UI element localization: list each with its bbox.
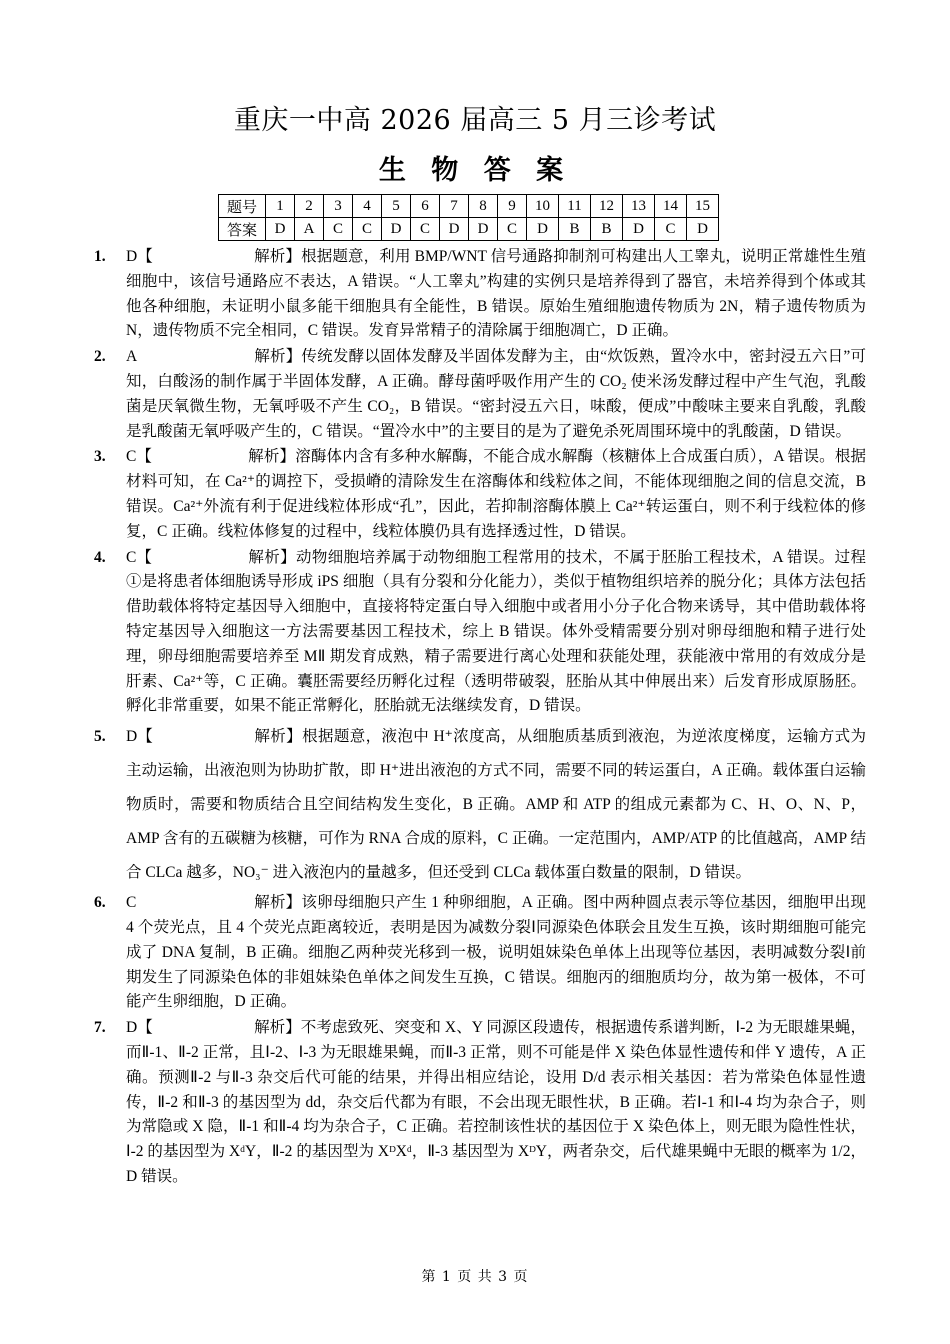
question-number-cell: 10 [527,195,559,218]
explanation-item [94,345,866,444]
question-number-cell: 3 [324,195,353,218]
item-number: 2. [94,348,106,366]
question-number-cell: 13 [623,195,655,218]
explanation-item [94,720,866,890]
item-number: 5. [94,728,106,746]
item-explanation: 解析】不考虑致死、突变和 X、Y 同源区段遗传，根据遗传系谱判断，Ⅰ-2 为无眼雄果蝇，而Ⅱ-1、Ⅱ-2 正常，且Ⅰ-2、Ⅰ-3 为无眼雄果蝇，而Ⅱ-3 正常，则不可能是伴 X 染色体显性遗传和伴 Y 遗传，A 正确。预测Ⅱ-2 与Ⅱ-3 杂交后代可能的结果，并得出相应结论，设用 D/d 表示相关基因：若为常染色体显性遗传，Ⅱ-2 和Ⅱ-3 的基因型为 dd，杂交后代都为有眼，不会出现无眼性状，B 正确。若Ⅰ-1 和Ⅰ-4 均为杂合子，则为常隐或 X 隐，Ⅱ-1 和Ⅱ-4 均为杂合子，C 正确。若控制该性状的基因位于 X 染色体上，则无眼为隐性性状，Ⅰ-2 的基因型为 XᵈY，Ⅱ-2 的基因型为 XᴰXᵈ，Ⅱ-3 基因型为 XᴰY，两者杂交，后代雄果蝇中无眼的概率为 1/2，D 错误。 [126,1019,866,1185]
answer-cell: A [295,218,324,241]
explanation-item [94,245,866,344]
answer-cell: D [623,218,655,241]
item-explanation: 解析】传统发酵以固体发酵及半固体发酵为主，由“炊饭熟，置冷水中，密封浸五六日”可知，白酸汤的制作属于半固体发酵，A 正确。酵母菌呼吸作用产生的 CO₂ 使米汤发酵过程中产生气泡，乳酸菌是厌氧微生物，无氧呼吸不产生 CO₂，B 错误。“密封浸五六日，味酸，便成”中酸味主要来自乳酸，乳酸是乳酸菌无氧呼吸产生的，C 错误。“置冷水中”的主要目的是为了避免杀死周围环境中的乳酸菌，D 错误。 [126,348,866,440]
answer-cell: D [687,218,719,241]
question-number-cell: 6 [411,195,440,218]
row-label-question: 题号 [219,195,266,218]
question-number-cell: 14 [655,195,687,218]
question-number-cell: 7 [440,195,469,218]
item-number: 1. [94,248,106,265]
item-answer: C【 [126,548,152,566]
question-number-cell: 8 [469,195,498,218]
item-explanation: 解析】该卵母细胞只产生 1 种卵细胞，A 正确。图中两种圆点表示等位基因，细胞甲出现 4 个荧光点，且 4 个荧光点距离较近，表明是因为减数分裂Ⅰ同源染色体联会且发生互换，该时期细胞可能完成了 DNA 复制，B 正确。细胞乙两种荧光移到一极，说明姐妹染色单体上出现等位基因，表明减数分裂Ⅰ前期发生了同源染色体的非姐妹染色单体之间发生互换，C 错误。细胞丙的细胞质均分，故为第一极体，不可能产生卵细胞，D 正确。 [126,894,866,1011]
row-label-answer: 答案 [219,218,266,241]
answer-cell: C [411,218,440,241]
question-number-cell: 12 [591,195,623,218]
item-explanation: 解析】根据题意，液泡中 H⁺浓度高，从细胞质基质到液泡，为逆浓度梯度，运输方式为主动运输，出液泡则为协助扩散，即 H⁺进出液泡的方式不同，需要不同的转运蛋白，A 正确。载体蛋白运输物质时，需要和物质结合且空间结构发生变化，B 正确。AMP 和 ATP 的组成元素都为 C、H、O、N、P，AMP 含有的五碳糖为核糖，可作为 RNA 合成的原料，C 正确。一定范围内，AMP/ATP 的比值越高，AMP 结合 CLCa 越多，NO₃⁻ 进入液泡内的量越多，但还受到 CLCa 载体蛋白数量的限制，D 错误。 [126,728,866,882]
question-number-cell: 15 [687,195,719,218]
page-title: 重庆一中高 2026 届高三 5 月三诊考试 [233,105,717,136]
question-number-cell: 2 [295,195,324,218]
item-number: 4. [94,548,106,566]
item-explanation: 解析】动物细胞培养属于动物细胞工程常用的技术，不属于胚胎工程技术，A 错误。过程①是将患者体细胞诱导形成 iPS 细胞（具有分裂和分化能力），类似于植物组织培养的脱分化；具体方法包括借助载体将特定基因导入细胞中，直接将特定蛋白导入细胞中或者用小分子化合物来诱导，其中借助载体将特定基因导入细胞这一方法需要基因工程技术，综上 B 错误。体外受精需要分别对卵母细胞和精子进行处理，卵母细胞需要培养至 MⅡ 期发育成熟，精子需要进行离心处理和获能处理，获能液中常用的有效成分是肝素、Ca²⁺等，C 正确。囊胚需要经历孵化过程（透明带破裂，胚胎从其中伸展出来）后发育形成原肠胚。孵化非常重要，如果不能正常孵化，胚胎就无法继续发育，D 错误。 [126,548,866,715]
answer-cell: D [440,218,469,241]
answer-cell: D [469,218,498,241]
page-subtitle: 生 物 答 案 [378,155,572,186]
answer-cell: B [559,218,591,241]
item-number: 3. [94,448,106,466]
item-answer: D【 [126,728,153,746]
item-answer: D【 [126,248,153,265]
answer-cell: C [655,218,687,241]
question-number-cell: 5 [382,195,411,218]
question-number-cell: 11 [559,195,591,218]
answer-cell: C [353,218,382,241]
answer-cell: D [382,218,411,241]
answer-cell: D [527,218,559,241]
item-answer: C [126,894,137,912]
explanation-item [94,546,866,720]
item-answer: A [126,348,138,366]
item-explanation: 解析】溶酶体内含有多种水解酶，不能合成水解酶（核糖体上合成蛋白质），A 错误。根据材料可知，在 Ca²⁺的调控下，受损嵴的清除发生在溶酶体和线粒体之间，不能体现细胞之间的信息交流，B 错误。Ca²⁺外流有利于促进线粒体形成“孔”，因此，若抑制溶酶体膜上 Ca²⁺转运蛋白，则不利于线粒体的修复，C 正确。线粒体修复的过程中，线粒体膜仍具有选择透过性，D 错误。 [126,448,866,540]
answer-cell: C [324,218,353,241]
explanation-item [94,891,866,1015]
explanation-item [94,445,866,544]
item-answer: D【 [126,1019,153,1037]
question-number-row [219,195,719,218]
answer-cell: B [591,218,623,241]
answer-row [219,218,719,241]
item-explanation: 解析】根据题意，利用 BMP/WNT 信号通路抑制剂可构建出人工睾丸，说明正常雄性生殖细胞中，该信号通路应不表达，A 错误。“人工睾丸”构建的实例只是培养得到了器官，未培养得到个体或其他各种细胞，未证明小鼠多能干细胞具有全能性，B 错误。原始生殖细胞遗传物质为 2N，精子遗传物质为 N，遗传物质不完全相同，C 错误。发育异常精子的清除属于细胞凋亡，D 正确。 [126,248,866,340]
item-answer: C【 [126,448,152,466]
answer-cell: D [266,218,295,241]
answer-key-table [218,194,719,241]
answer-cell: C [498,218,527,241]
page-footer: 第 1 页 共 3 页 [421,1269,529,1285]
question-number-cell: 9 [498,195,527,218]
item-number: 7. [94,1019,106,1037]
question-number-cell: 4 [353,195,382,218]
item-number: 6. [94,894,106,912]
question-number-cell: 1 [266,195,295,218]
explanation-item [94,1016,866,1190]
explanations-list [94,245,866,1191]
